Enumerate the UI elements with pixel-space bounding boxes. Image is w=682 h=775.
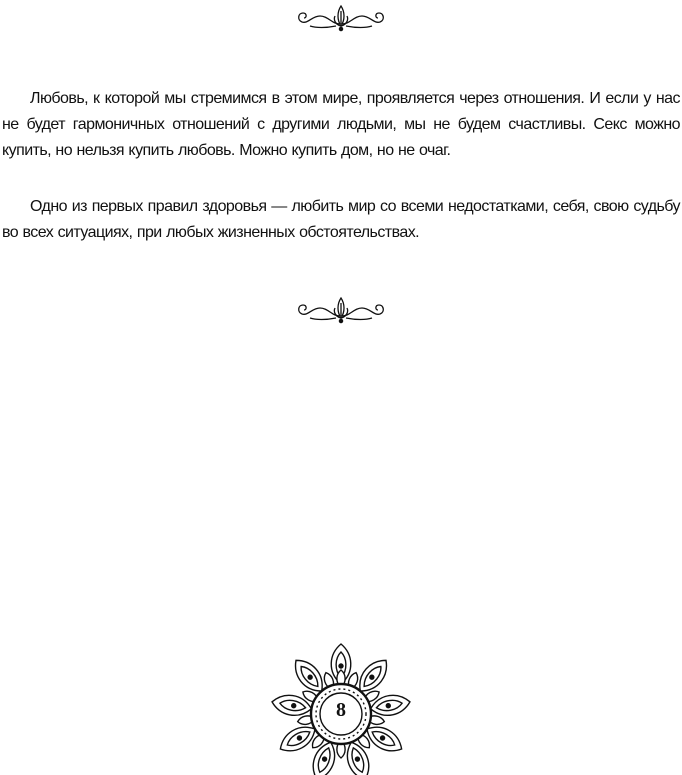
paragraph: Любовь, к которой мы стремимся в этом мире, проявляется через отношения. И если у нас не будет гармоничных отношений с другими людьми, мы не будем счастливы. Секс можно купить, но нельзя купить любовь. Можно купить дом, но не очаг. <box>2 90 680 159</box>
ornamental-divider-icon <box>290 294 392 326</box>
ornamental-divider-icon <box>290 2 392 34</box>
paragraph: Одно из первых правил здоровья — любить мир со всеми недостатками, себя, свою судьбу во всех ситуациях, при любых жизненных обстоятельствах. <box>2 198 680 241</box>
page-number: 8 <box>336 699 346 721</box>
